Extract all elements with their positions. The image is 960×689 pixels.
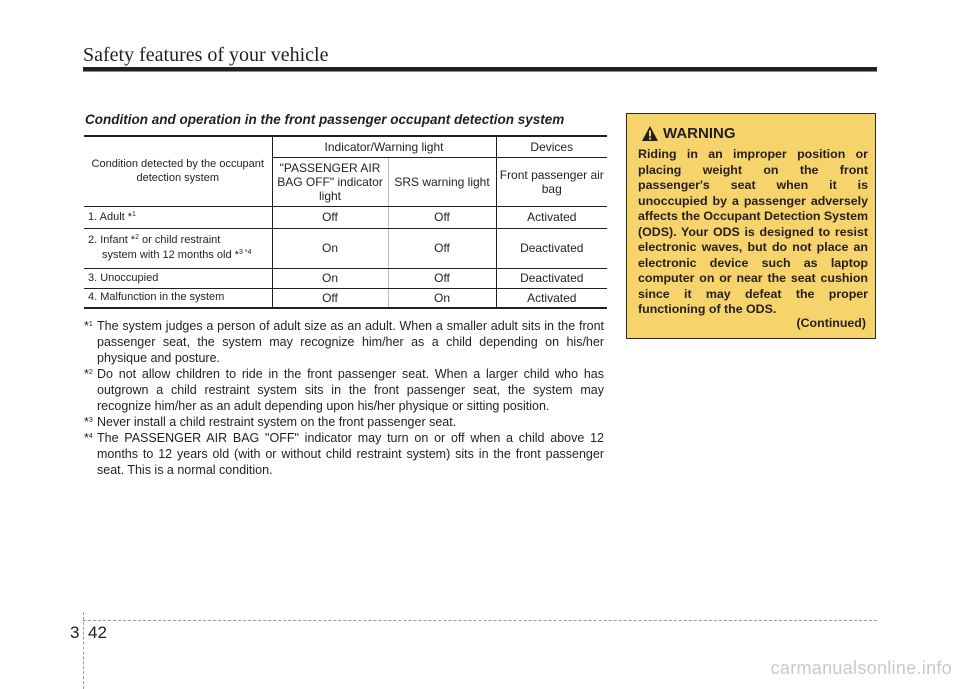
warning-header	[641, 125, 736, 142]
cell-device: Activated	[496, 288, 607, 308]
table-row	[84, 228, 607, 268]
header-condition: Condition detected by the occupant detection system	[84, 136, 272, 206]
row-label: 2. Infant *$^2$ or child restraint system with 12 months old *$^{3 *4}$	[84, 228, 272, 268]
footnotes	[84, 318, 604, 478]
row-label: 3. Unoccupied	[84, 268, 272, 288]
cell-srs: Off	[388, 206, 496, 228]
footnote: *$^4$ The PASSENGER AIR BAG "OFF" indicator may turn on or off when a child above 12 months to 12 years old (with or without child restraint system) sits in the front passenger seat. This is a normal condition.	[84, 431, 604, 477]
cell-srs: Off	[388, 268, 496, 288]
footnote: *$^3$ Never install a child restraint system on the front passenger seat.	[84, 415, 457, 429]
warning-box	[626, 113, 876, 339]
cell-srs: Off	[388, 228, 496, 268]
section-title: Condition and operation in the front passenger occupant detection system	[85, 112, 565, 127]
header-passenger-airbag-off: "PASSENGER AIR BAG OFF" indicator light	[272, 157, 388, 206]
header-rule-thin	[83, 71, 877, 72]
table-row	[84, 288, 607, 308]
header-indicator-group: Indicator/Warning light	[272, 136, 496, 157]
header-title: Safety features of your vehicle	[83, 44, 329, 66]
ods-condition-table	[84, 135, 607, 309]
table-row	[84, 268, 607, 288]
row-label: 4. Malfunction in the system	[84, 288, 272, 308]
cell-pab: Off	[272, 288, 388, 308]
footnote: *$^1$ The system judges a person of adult size as an adult. When a smaller adult sits in the front passenger seat, the system may recognize him/her as a child depending on his/her physique and posture.	[84, 319, 604, 365]
warning-triangle-icon	[641, 125, 659, 142]
table-row	[84, 206, 607, 228]
cell-device: Deactivated	[496, 228, 607, 268]
cell-pab: Off	[272, 206, 388, 228]
header-devices-group: Devices	[496, 136, 607, 157]
cell-pab: On	[272, 228, 388, 268]
warning-title: WARNING	[663, 125, 736, 142]
page-number: 42	[88, 623, 107, 642]
row-label: 1. Adult *$^1$	[84, 206, 272, 228]
chapter-number: 3	[70, 623, 80, 642]
cell-device: Deactivated	[496, 268, 607, 288]
warning-body: Riding in an improper position or placing weight on the front passenger's seat when it is unoccupied by a passenger adversely affects the Occupant Detection System (ODS). Your ODS is designed to resist electronic waves, but do not place an electronic device such as laptop computer on or near the seat cushion since it may defeat the proper functioning of the ODS.	[638, 147, 868, 316]
warning-continued: (Continued)	[796, 316, 866, 330]
cell-pab: On	[272, 268, 388, 288]
header-front-passenger-airbag: Front passenger air bag	[496, 157, 607, 206]
cell-device: Activated	[496, 206, 607, 228]
footer-vertical-rule	[83, 612, 84, 689]
header-srs-warning: SRS warning light	[388, 157, 496, 206]
watermark: carmanualsonline.info	[770, 658, 952, 678]
footer-rule	[83, 620, 877, 621]
cell-srs: On	[388, 288, 496, 308]
footnote: *$^2$ Do not allow children to ride in the front passenger seat. When a larger child who has outgrown a child restraint system sits in the front passenger seat, the system may recognize him/her as an adult depending upon his/her physique or sitting position.	[84, 367, 604, 413]
